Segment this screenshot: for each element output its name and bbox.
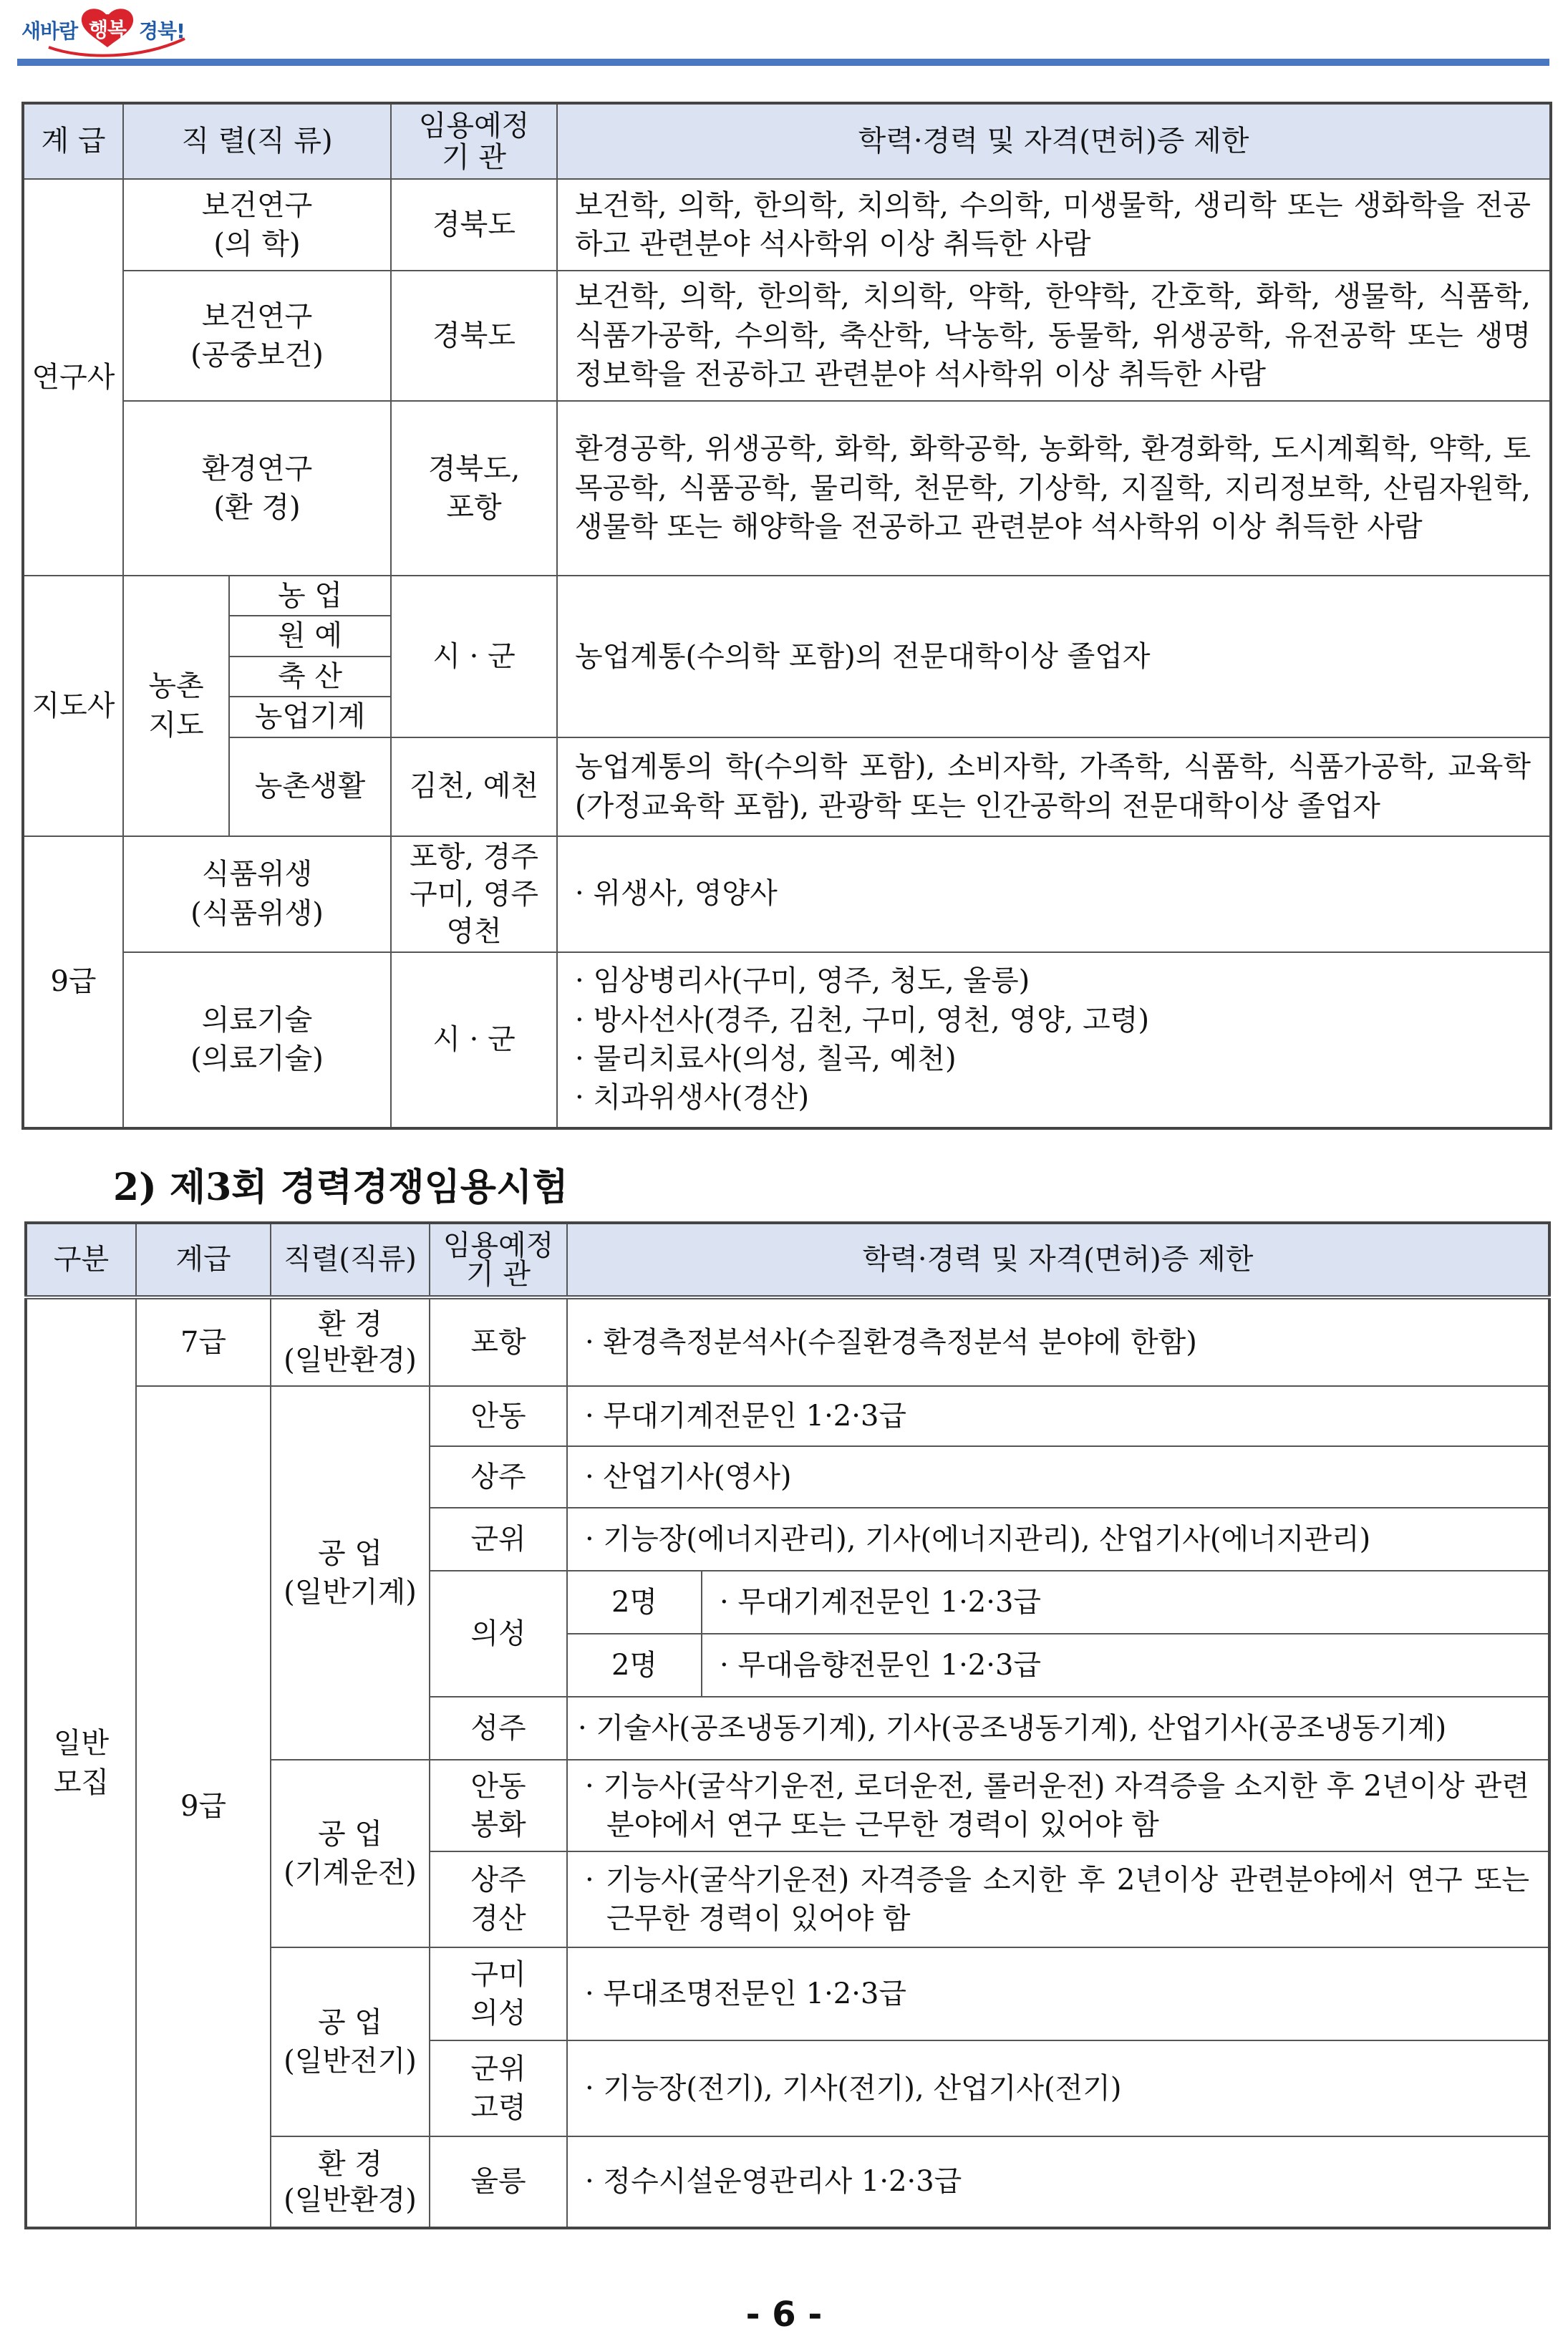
header-agency: 임용예정 기 관 [430, 1223, 567, 1297]
table-row [23, 952, 1551, 1128]
table-row [23, 401, 1551, 576]
qualification-cell: · 위생사, 영양사 [557, 836, 1551, 952]
agency-cell: 울릉 [430, 2136, 567, 2228]
qualification-cell: · 정수시설운영관리사 1·2·3급 [567, 2136, 1549, 2228]
qualification-cell: 환경공학, 위생공학, 화학, 화학공학, 농화학, 환경화학, 도시계획학, 약학, 토목공학, 식품공학, 물리학, 천문학, 기상학, 지질학, 지리정보학, 산림자원학, 생물학 또는 해양학을 전공하고 관련분야 석사학위 이상 취득한 사람 [557, 401, 1551, 576]
qualification-cell: · 기능사(굴삭기운전, 로더운전, 롤러운전) 자격증을 소지한 후 2년이상 관련분야에서 연구 또는 근무한 경력이 있어야 함 [567, 1760, 1549, 1851]
agency-cell: 상주 경산 [430, 1851, 567, 1947]
sub-series-cell: 농 업 [229, 576, 391, 616]
series-cell: 환 경 (일반환경) [271, 2136, 430, 2228]
series-cell: 의료기술 (의료기술) [123, 952, 391, 1128]
count-cell: 2명 [567, 1571, 702, 1634]
agency-cell: 포항 [430, 1297, 567, 1386]
table-row [23, 271, 1551, 401]
series-cell: 환 경 (일반환경) [271, 1297, 430, 1386]
sub-series-cell: 원 예 [229, 616, 391, 656]
qualification-cell: · 기능장(에너지관리), 기사(에너지관리), 산업기사(에너지관리) [567, 1508, 1549, 1571]
agency-cell: 구미 의성 [430, 1947, 567, 2040]
qualification-cell: 보건학, 의학, 한의학, 치의학, 약학, 한약학, 간호학, 화학, 생물학, 식품학, 식품가공학, 수의학, 축산학, 낙농학, 동물학, 위생공학, 유전공학 또는 생명정보학을 전공하고 관련분야 석사학위 이상 취득한 사람 [557, 271, 1551, 401]
agency-cell: 시 · 군 [391, 952, 557, 1128]
agency-cell: 김천, 예천 [391, 737, 557, 836]
qualification-cell: 농업계통(수의학 포함)의 전문대학이상 졸업자 [557, 576, 1551, 737]
series-cell: 환경연구 (환 경) [123, 401, 391, 576]
series-cell: 공 업 (일반전기) [271, 1947, 430, 2136]
header-grade: 계 급 [23, 103, 123, 179]
agency-cell: 경북도 [391, 271, 557, 401]
header-series: 직렬(직류) [271, 1223, 430, 1297]
qualification-cell: · 기능사(굴삭기운전) 자격증을 소지한 후 2년이상 관련분야에서 연구 또는 근무한 경력이 있어야 함 [567, 1851, 1549, 1947]
qualification-cell: · 무대음향전문인 1·2·3급 [702, 1634, 1549, 1697]
sub-series-cell: 농업기계 [229, 697, 391, 737]
logo-text-1: 새바람 [21, 19, 78, 43]
header-rule [17, 59, 1549, 66]
qualification-cell: · 무대조명전문인 1·2·3급 [567, 1947, 1549, 2040]
series-cell: 보건연구 (공중보건) [123, 271, 391, 401]
logo-text-2: 행복 [89, 18, 127, 42]
table-row [23, 836, 1551, 952]
sub-series-cell: 농촌생활 [229, 737, 391, 836]
qualification-table-2 [24, 1221, 1551, 2229]
grade-cell: 7급 [136, 1297, 271, 1386]
qualification-cell: · 환경측정분석사(수질환경측정분석 분야에 한함) [567, 1297, 1549, 1386]
agency-cell: 군위 [430, 1508, 567, 1571]
series-cell: 식품위생 (식품위생) [123, 836, 391, 952]
section-title: 2) 제3회 경력경쟁임용시험 [113, 1166, 568, 1209]
table-row [26, 1386, 1549, 1446]
qualification-cell: · 기능장(전기), 기사(전기), 산업기사(전기) [567, 2040, 1549, 2136]
agency-cell: 안동 봉화 [430, 1760, 567, 1851]
agency-cell: 안동 [430, 1386, 567, 1446]
logo-text-3: 경북! [139, 19, 185, 43]
agency-cell: 의성 [430, 1571, 567, 1697]
header-category: 구분 [26, 1223, 136, 1297]
grade-cell: 9급 [23, 836, 123, 1128]
page-number: - 6 - [745, 2295, 823, 2335]
table-row [23, 737, 1551, 836]
header-qualification: 학력·경력 및 자격(면허)증 제한 [567, 1223, 1549, 1297]
table-row [23, 576, 1551, 616]
table-row [26, 1297, 1549, 1386]
agency-cell: 시 · 군 [391, 576, 557, 737]
agency-cell: 성주 [430, 1697, 567, 1760]
agency-cell: 군위 고령 [430, 2040, 567, 2136]
agency-cell: 포항, 경주 구미, 영주 영천 [391, 836, 557, 952]
agency-cell: 경북도 [391, 179, 557, 271]
grade-cell: 9급 [136, 1386, 271, 2228]
logo [20, 6, 206, 56]
agency-cell: 경북도, 포항 [391, 401, 557, 576]
table-row [23, 179, 1551, 271]
agency-cell: 상주 [430, 1446, 567, 1508]
grade-cell: 연구사 [23, 179, 123, 576]
header-agency: 임용예정 기 관 [391, 103, 557, 179]
qualification-cell: · 임상병리사(구미, 영주, 청도, 울릉) · 방사선사(경주, 김천, 구미, 영천, 영양, 고령) · 물리치료사(의성, 칠곡, 예천) · 치과위생사(경산) [557, 952, 1551, 1128]
header-grade: 계급 [136, 1223, 271, 1297]
qualification-cell: 보건학, 의학, 한의학, 치의학, 수의학, 미생물학, 생리학 또는 생화학을 전공하고 관련분야 석사학위 이상 취득한 사람 [557, 179, 1551, 271]
qualification-cell: 농업계통의 학(수의학 포함), 소비자학, 가족학, 식품학, 식품가공학, 교육학(가정교육학 포함), 관광학 또는 인간공학의 전문대학이상 졸업자 [557, 737, 1551, 836]
header-qualification: 학력·경력 및 자격(면허)증 제한 [557, 103, 1551, 179]
sub-series-cell: 축 산 [229, 657, 391, 697]
qualification-cell: · 산업기사(영사) [567, 1446, 1549, 1508]
qualification-cell: · 무대기계전문인 1·2·3급 [567, 1386, 1549, 1446]
series-cell: 보건연구 (의 학) [123, 179, 391, 271]
series-cell: 공 업 (기계운전) [271, 1760, 430, 1947]
qualification-table-1 [21, 102, 1552, 1130]
series-cell: 공 업 (일반기계) [271, 1386, 430, 1760]
grade-cell: 지도사 [23, 576, 123, 836]
category-cell: 일반 모집 [26, 1297, 136, 2228]
series-cell: 농촌 지도 [123, 576, 229, 836]
count-cell: 2명 [567, 1634, 702, 1697]
header-series: 직 렬(직 류) [123, 103, 391, 179]
qualification-cell: · 무대기계전문인 1·2·3급 [702, 1571, 1549, 1634]
qualification-cell: · 기술사(공조냉동기계), 기사(공조냉동기계), 산업기사(공조냉동기계) [567, 1697, 1549, 1760]
